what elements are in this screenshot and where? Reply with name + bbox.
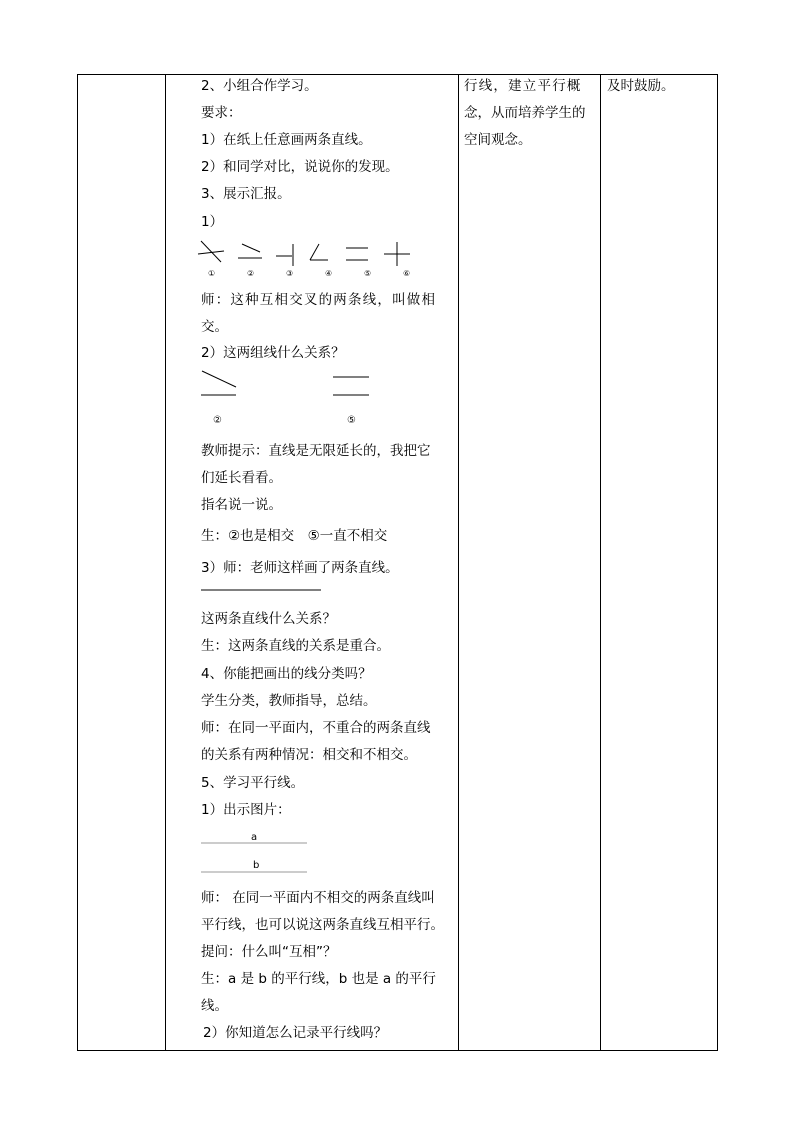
hint-line2: 们延长看看。 — [201, 470, 282, 486]
figure1-marker-6: ⑥ — [403, 269, 411, 278]
summary-line1: 师：在同一平面内，不重合的两条直线 — [201, 720, 431, 736]
pair2-line-a — [242, 244, 260, 252]
figure1-marker-5: ⑤ — [364, 269, 372, 278]
step2-heading: 2、小组合作学习。 — [201, 78, 318, 94]
hint-line1: 教师提示：直线是无限延长的，我把它 — [201, 443, 431, 459]
step5-heading: 5、学习平行线。 — [201, 775, 305, 791]
teacher-intersect-line1: 师：这种互相交叉的两条线，叫做相 — [201, 292, 437, 308]
step3-heading: 3、展示汇报。 — [201, 186, 291, 202]
parallel-line-b-figure — [201, 871, 321, 875]
requirement-2: 2）和同学对比，说说你的发现。 — [201, 159, 399, 175]
requirement-label: 要求： — [201, 105, 242, 121]
requirement-1: 1）在纸上任意画两条直线。 — [201, 132, 372, 148]
summary-line2: 的关系有两种情况：相交和不相交。 — [201, 747, 417, 763]
student-answer-2: 生：这两条直线的关系是重合。 — [201, 638, 390, 654]
figure1-marker-4: ④ — [325, 269, 333, 278]
define-line1: 师： 在同一平面内不相交的两条直线叫 — [201, 890, 435, 906]
line-pairs-figure — [196, 238, 436, 278]
sub3-teacher: 3）师：老师这样画了两条直线。 — [201, 560, 399, 576]
intent-line3: 空间观念。 — [464, 132, 532, 148]
student-answer-3-line1: 生：a 是 b 的平行线，b 也是 a 的平行 — [201, 971, 436, 987]
show-picture: 1）出示图片： — [201, 802, 291, 818]
remarks-line1: 及时鼓励。 — [607, 78, 675, 94]
two-groups-figure — [196, 367, 396, 407]
group2-line-a — [202, 371, 236, 387]
lesson-plan-table — [77, 74, 718, 1051]
ask-name: 指名说一说。 — [201, 497, 282, 513]
sub3-question: 这两条直线什么关系？ — [201, 611, 336, 627]
sub2-record: 2）你知道怎么记录平行线吗？ — [203, 1025, 388, 1041]
question-mutual: 提问：什么叫“互相”？ — [201, 944, 337, 960]
pair4-line-a — [310, 244, 319, 260]
student-answer-3-line2: 线。 — [201, 998, 228, 1014]
figure2-marker-5: ⑤ — [347, 415, 356, 426]
student-answer-1: 生：②也是相交 ⑤一直不相交 — [201, 528, 388, 544]
sub1-label: 1） — [201, 214, 224, 230]
step4-heading: 4、你能把画出的线分类吗？ — [201, 666, 372, 682]
figure1-marker-3: ③ — [286, 269, 294, 278]
parallel-label-a: a — [251, 832, 258, 843]
intent-line2: 念，从而培养学生的 — [464, 105, 586, 121]
figure2-marker-2: ② — [213, 415, 222, 426]
coincident-lines-figure — [201, 589, 331, 593]
stage-column — [78, 75, 165, 1050]
figure1-marker-2: ② — [247, 269, 255, 278]
define-line2: 平行线，也可以说这两条直线互相平行。 — [201, 917, 444, 933]
teacher-intersect-line2: 交。 — [201, 319, 228, 335]
design-intent-column — [459, 75, 600, 1050]
classify-text: 学生分类，教师指导，总结。 — [201, 693, 377, 709]
remarks-column — [601, 75, 717, 1050]
sub2-question: 2）这两组线什么关系？ — [201, 345, 345, 361]
teaching-process-column — [166, 75, 458, 1050]
intent-line1: 行线，建立平行概 — [464, 78, 582, 94]
figure1-marker-1: ① — [208, 269, 216, 278]
parallel-label-b: b — [253, 860, 260, 871]
parallel-line-a-figure — [201, 842, 321, 846]
